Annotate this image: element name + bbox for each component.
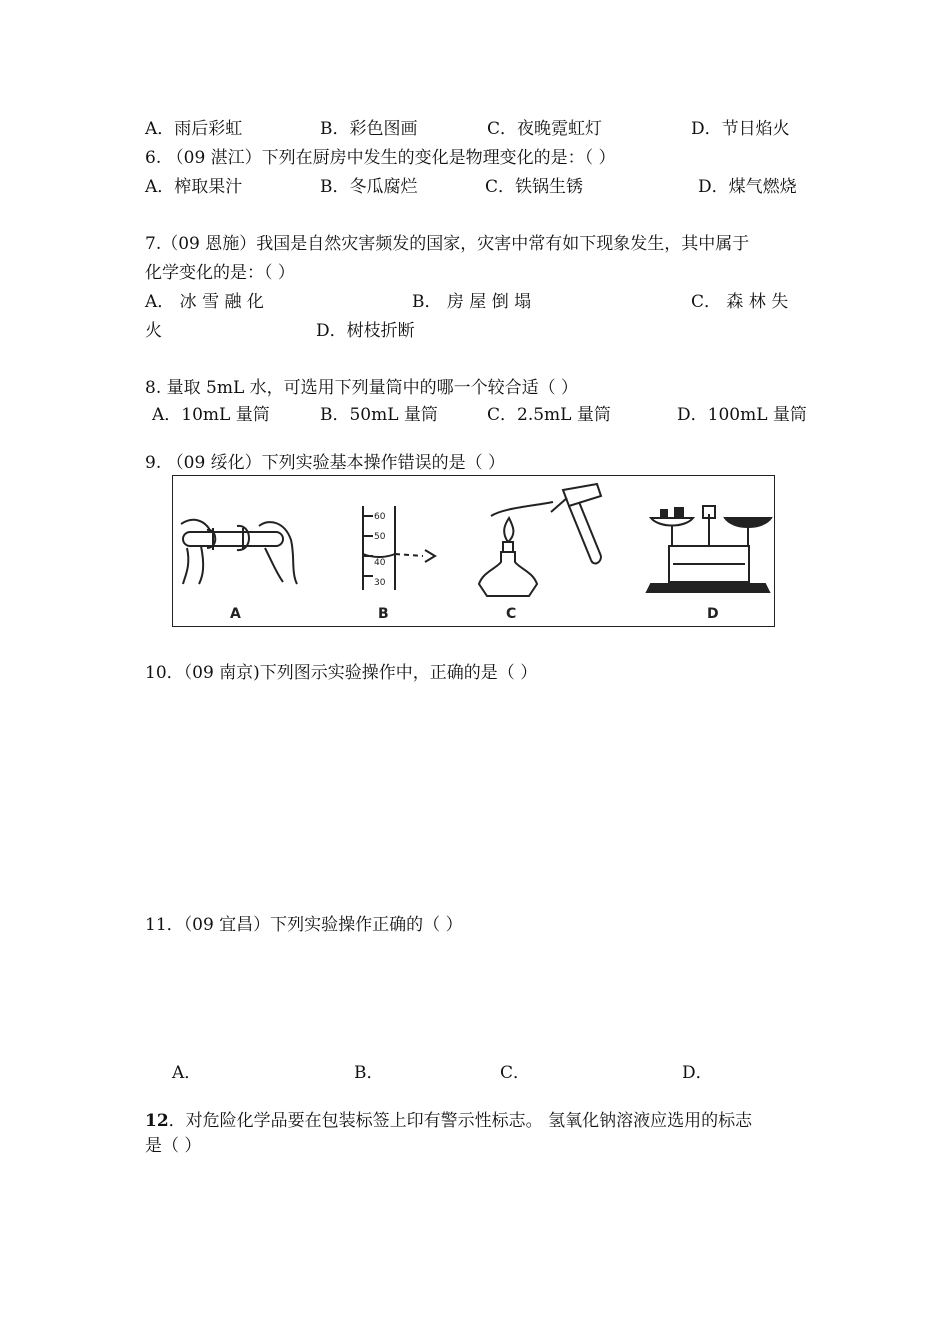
balance-scale-drawing (647, 506, 771, 592)
q5-option-c: C．夜晚霓虹灯 (487, 119, 603, 139)
q9-stem: 9. （09 绥化）下列实验基本操作错误的是（ ） (145, 453, 506, 473)
q7-stem-line1: 7.（09 恩施）我国是自然灾害频发的国家，灾害中常有如下现象发生，其中属于 (145, 234, 750, 254)
q7-option-c: C． 森 林 失 (691, 292, 789, 312)
q8-option-d: D．100mL 量筒 (677, 405, 807, 425)
q11-option-c: C． (500, 1063, 531, 1083)
q7-option-a: A． 冰 雪 融 化 (145, 292, 264, 312)
q11-option-a: A． (172, 1063, 202, 1083)
q6-option-a: A．榨取果汁 (145, 177, 243, 197)
q11-option-b: B． (354, 1063, 384, 1083)
q6-option-b: B．冬瓜腐烂 (320, 177, 418, 197)
q6-option-d: D．煤气燃烧 (698, 177, 797, 197)
q11-option-d: D． (682, 1063, 713, 1083)
q6-option-c: C．铁锅生锈 (485, 177, 584, 197)
figure-label-c: C (506, 606, 517, 622)
q7-option-d: D．树枝折断 (316, 321, 415, 341)
q8-option-c: C．2.5mL 量筒 (487, 405, 611, 425)
cylinder-tick-60: 60 (374, 512, 386, 522)
q9-figure-drawings (173, 476, 776, 628)
q9-figure (172, 475, 775, 627)
q12-stem-text: ．对危险化学品要在包装标签上印有警示性标志。 氢氧化钠溶液应选用的标志 (168, 1111, 753, 1131)
figure-label-a: A (230, 606, 241, 622)
q11-stem: 11．（09 宜昌）下列实验操作正确的（ ） (145, 915, 463, 935)
q7-stem-line2: 化学变化的是：（ ） (145, 263, 295, 283)
q10-stem: 10．（09 南京)下列图示实验操作中，正确的是（ ） (145, 663, 538, 683)
q8-option-a: A．10mL 量筒 (152, 405, 270, 425)
q8-option-b: B．50mL 量筒 (320, 405, 438, 425)
cylinder-tick-40: 40 (374, 558, 386, 568)
figure-label-d: D (707, 606, 719, 622)
q8-stem: 8. 量取 5mL 水，可选用下列量筒中的哪一个较合适（ ） (145, 378, 579, 398)
q6-stem: 6. （09 湛江）下列在厨房中发生的变化是物理变化的是：（ ） (145, 148, 616, 168)
q12-stem-line1 (145, 1110, 752, 1132)
q5-option-a: A．雨后彩虹 (145, 119, 243, 139)
test-tube-hands-drawing (181, 520, 297, 584)
q12-number: 12 (145, 1111, 169, 1131)
cylinder-tick-30: 30 (374, 578, 386, 588)
figure-label-b: B (378, 606, 389, 622)
q5-option-d: D．节日焰火 (691, 119, 790, 139)
q5-option-b: B．彩色图画 (320, 119, 418, 139)
q7-option-c-wrap: 火 (145, 321, 162, 341)
cylinder-tick-50: 50 (374, 532, 386, 542)
q7-option-b: B． 房 屋 倒 塌 (412, 292, 532, 312)
alcohol-lamp-drawing (479, 484, 601, 596)
q12-stem-line2: 是（ ） (145, 1136, 202, 1156)
